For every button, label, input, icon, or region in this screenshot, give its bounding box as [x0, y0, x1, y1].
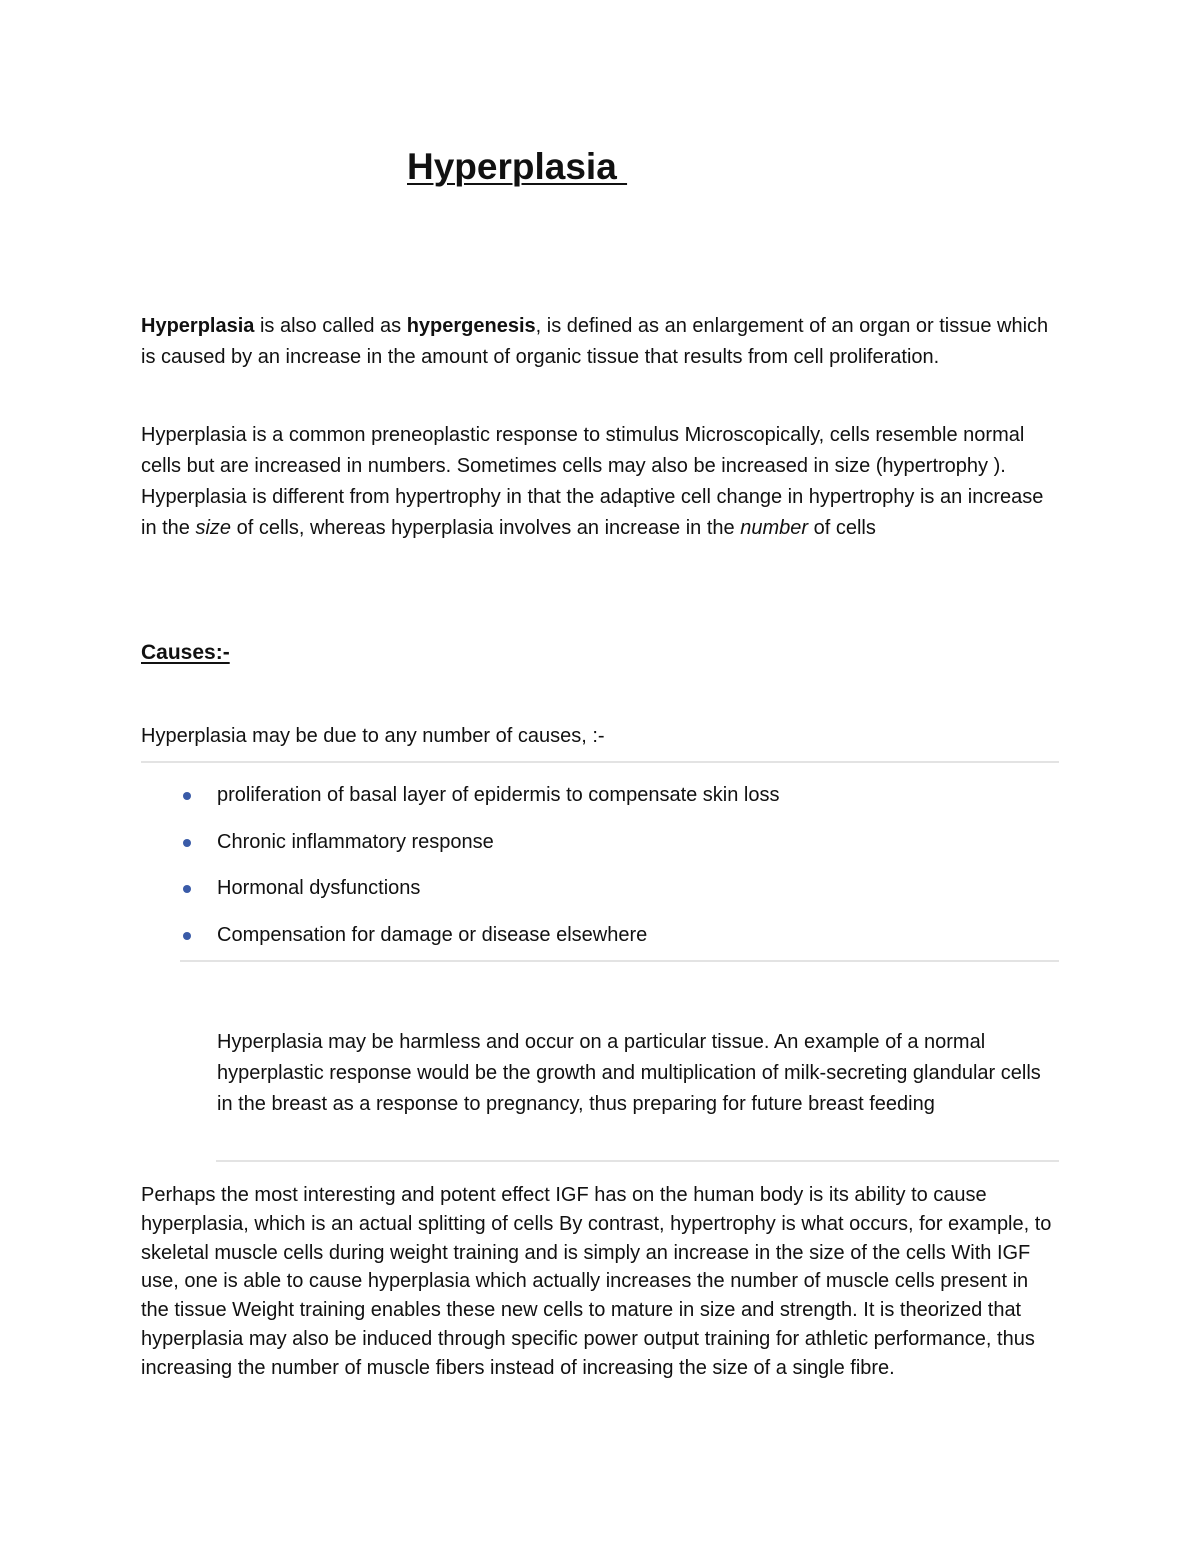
divider: [180, 960, 1059, 962]
description-paragraph: [141, 420, 1051, 544]
divider: [141, 761, 1059, 763]
list-item-text: Compensation for damage or disease elsewhere: [217, 923, 648, 946]
igf-paragraph: Perhaps the most interesting and potent effect IGF has on the human body is its ability to cause hyperplasia, which is an actual splitting of cells By contrast, hypertrophy is what occurs, for example, to skeletal muscle cells during weight training and is simply an increase in the size of the cells With IGF use, one is able to cause hyperplasia which actually increases the number of muscle cells present in the tissue Weight training enables these new cells to mature in size and strength. It is theorized that hyperplasia may also be induced through specific power output training for athletic performance, thus increasing the number of muscle fibers instead of increasing the size of a single fibre.: [141, 1184, 1052, 1379]
causes-intro: Hyperplasia may be due to any number of causes, :-: [141, 725, 605, 747]
divider: [216, 1160, 1059, 1162]
description-text-1: Hyperplasia is a common preneoplastic response to stimulus Microscopically, cells resemble normal cells but are increased in numbers. Sometimes cells may also be increased in size (hypertrophy ). Hyperplasia is different from hypertrophy in that the adaptive cell change in hypertrophy is an increase in the: [141, 424, 1044, 539]
page-title: Hyperplasia: [407, 146, 628, 187]
intro-text-2: , is defined as an enlargement of an organ or tissue which is caused by an increase in the amount of organic tissue that results from cell proliferation.: [141, 315, 1049, 368]
example-paragraph: Hyperplasia may be harmless and occur on a particular tissue. An example of a normal hyperplastic response would be the growth and multiplication of milk-secreting glandular cells in the breast as a response to pregnancy, thus preparing for future breast feeding: [217, 1031, 1041, 1115]
bullet-icon: [183, 839, 191, 847]
intro-alt-term: hypergenesis: [406, 315, 536, 337]
list-item-text: Chronic inflammatory response: [217, 830, 494, 853]
bullet-icon: [183, 932, 191, 940]
intro-text-1: is also called as: [254, 315, 407, 337]
intro-term: Hyperplasia: [141, 315, 255, 337]
description-emphasis-size: size: [195, 517, 232, 539]
list-item-text: proliferation of basal layer of epidermis to compensate skin loss: [217, 784, 780, 806]
list-item-text: Hormonal dysfunctions: [217, 877, 421, 899]
intro-paragraph: [141, 311, 1051, 373]
bullet-icon: [183, 792, 191, 800]
description-emphasis-number: number: [740, 517, 809, 539]
causes-heading: Causes:-: [141, 641, 230, 664]
description-text-2: of cells, whereas hyperplasia involves an increase in the: [231, 517, 741, 539]
bullet-icon: [183, 885, 191, 893]
description-text-3: of cells: [808, 517, 876, 539]
